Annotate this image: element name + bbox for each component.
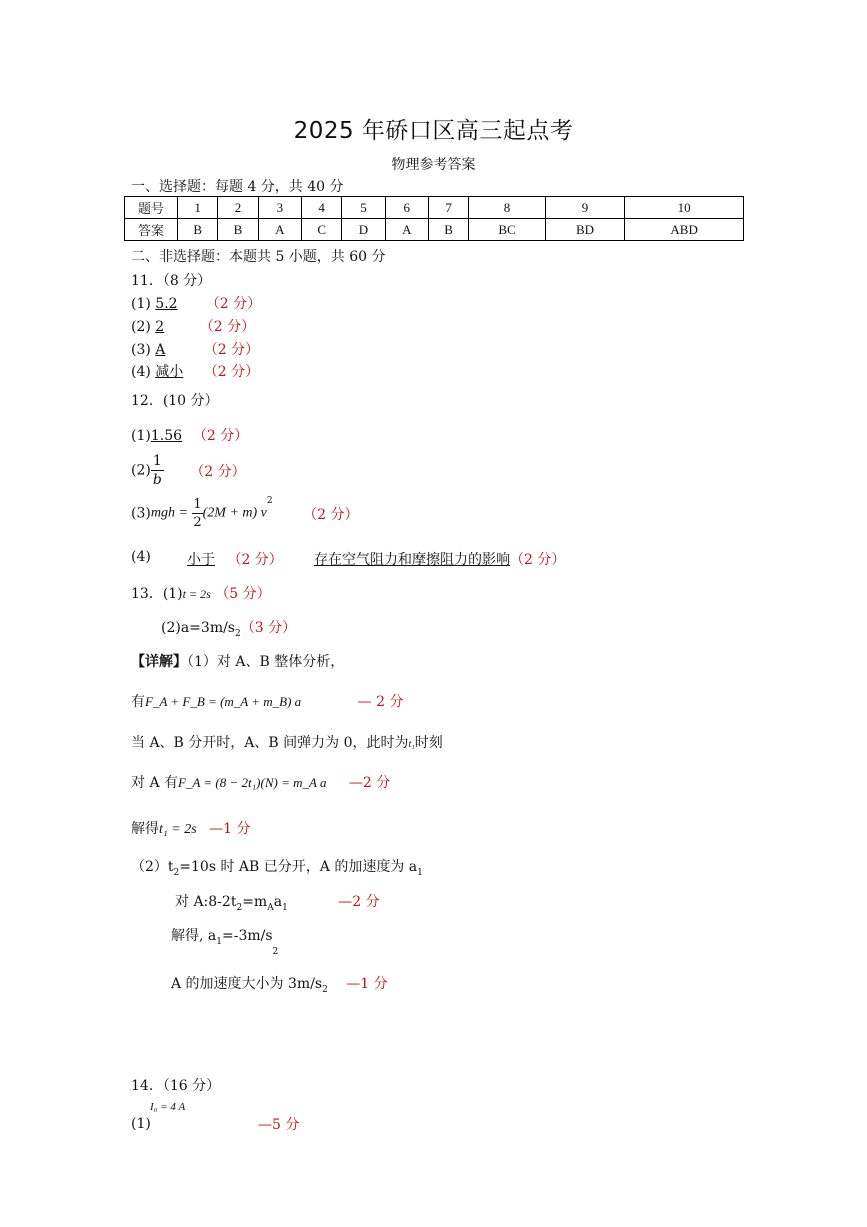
q13-part2-intro — [131, 856, 423, 878]
subscript: 2 — [236, 902, 243, 913]
text: a — [273, 894, 283, 910]
separation-text-end: 时刻 — [414, 735, 443, 751]
q13-eq2 — [131, 772, 390, 792]
score: — 2 分 — [357, 694, 404, 710]
table-cell: BD — [545, 219, 624, 241]
score: （2 分） — [227, 552, 283, 568]
detail-label: 【详解】 — [131, 654, 187, 670]
q13-separation — [131, 732, 443, 752]
formula-exponent: 2 — [266, 496, 273, 506]
fraction-denominator: 2 — [193, 515, 202, 530]
table-cell: 3 — [258, 197, 301, 219]
eq-prefix: 对 A 有 — [131, 775, 179, 791]
score: （5 分） — [215, 586, 271, 602]
answer-blank: 小于 — [187, 552, 215, 568]
page-title: 2025 年硚口区高三起点考 — [293, 118, 574, 144]
item-prefix: (1) — [131, 296, 151, 312]
formula: t = 2s — [182, 587, 211, 601]
q11-item-4 — [131, 361, 259, 381]
table-cell: 1 — [178, 197, 218, 219]
page-subtitle: 物理参考答案 — [391, 157, 476, 173]
score: （2 分） — [203, 364, 260, 380]
fraction-numerator: 1 — [151, 452, 164, 471]
formula: t₁ = 2s — [159, 822, 197, 837]
score: （2 分） — [205, 296, 262, 312]
table-cell: 5 — [342, 197, 385, 219]
item-prefix: (3) — [131, 342, 151, 358]
subscript: 2 — [235, 628, 241, 639]
table-cell: A — [258, 219, 301, 241]
q13-eq1 — [131, 691, 403, 711]
score: （2 分） — [192, 428, 249, 444]
separation-text: 当 A、B 分开时，A、B 间弹力为 0，此时为 — [131, 735, 409, 751]
table-cell: C — [301, 219, 341, 241]
text: 解得, a — [171, 928, 217, 944]
q12-part4-prefix: (4) — [131, 549, 151, 565]
q13-part2-eq — [175, 891, 380, 913]
subscript: 2 — [173, 867, 180, 878]
section1-heading: 一、选择题：每题 4 分，共 40 分 — [131, 179, 344, 195]
answer-text: (2)a=3m/s — [161, 620, 235, 636]
q13-line1 — [131, 583, 271, 603]
table-cell: 2 — [218, 197, 258, 219]
table-cell: ABD — [625, 219, 744, 241]
table-cell: 4 — [301, 197, 341, 219]
item-prefix: (3) — [131, 505, 151, 522]
row-label-answers: 答案 — [125, 219, 178, 241]
table-cell: 8 — [469, 197, 546, 219]
subscript: 2 — [322, 984, 328, 995]
answer-blank: 1.56 — [150, 428, 183, 444]
text: （2）t — [131, 859, 174, 875]
answer-blank: 存在空气阻力和摩擦阻力的影响 — [314, 552, 510, 568]
detail-text: （1）对 A、B 整体分析， — [187, 654, 345, 670]
answer-blank: 减小 — [155, 364, 184, 380]
item-prefix: (2) — [131, 319, 151, 335]
table-cell: D — [342, 219, 385, 241]
item-prefix: (2) — [131, 462, 151, 479]
fraction-half — [192, 496, 202, 531]
q13-part2-result — [171, 973, 388, 995]
subscript: 1 — [282, 902, 288, 913]
q14-header: 14．（16 分） — [131, 1078, 221, 1094]
score: （2 分） — [303, 506, 359, 523]
q11-item-2 — [131, 316, 255, 336]
score: （3 分） — [240, 620, 297, 636]
table-cell: BC — [469, 219, 546, 241]
q14-part1-prefix: (1) — [131, 1116, 151, 1132]
item-prefix: (4) — [131, 364, 151, 380]
table-cell: A — [385, 219, 428, 241]
q13-detail — [131, 651, 344, 671]
row-label-numbers: 题号 — [125, 197, 178, 219]
q13-line2 — [161, 617, 296, 639]
table-cell: B — [178, 219, 218, 241]
q14-formula: I₀ = 4 A — [150, 1101, 186, 1113]
score: （2 分） — [203, 342, 260, 358]
table-cell: 9 — [545, 197, 624, 219]
answer-blank: A — [155, 342, 166, 358]
text: =m — [242, 894, 268, 910]
table-cell: 6 — [385, 197, 428, 219]
score: （2 分） — [190, 463, 246, 480]
answer-blank: 2 — [155, 319, 165, 335]
table-cell: B — [428, 219, 468, 241]
fraction-denominator: b — [152, 472, 162, 488]
score: —2 分 — [348, 775, 391, 791]
eq-prefix: 有 — [131, 694, 145, 710]
q12-header: 12．(10 分） — [131, 393, 219, 409]
text: =10s 时 AB 已分开，A 的加速度为 a — [179, 859, 418, 875]
text: 对 A:8-2t — [175, 894, 237, 910]
formula: F_A = (8 − 2t₁)(N) = m_A a — [178, 775, 327, 790]
score: —1 分 — [209, 821, 251, 837]
answer-blank: 5.2 — [155, 296, 178, 312]
formula-lhs: mgh = — [150, 505, 188, 521]
q12-part1 — [131, 425, 248, 445]
score: —1 分 — [346, 976, 388, 992]
section2-heading: 二、非选择题：本题共 5 小题，共 60 分 — [131, 249, 386, 265]
q12-part3 — [131, 496, 358, 531]
q13-eq3 — [131, 818, 250, 838]
subscript: 2 — [272, 946, 279, 957]
table-row-numbers — [125, 197, 744, 219]
q14-part1-score: —5 分 — [258, 1117, 300, 1133]
table-cell: 10 — [625, 197, 744, 219]
q13-part2-solve — [171, 925, 279, 957]
score: —2 分 — [338, 894, 380, 910]
answer-table — [124, 196, 744, 241]
q12-part4-answer2 — [314, 549, 565, 569]
time-variable: t₁ — [408, 739, 415, 750]
table-row-answers — [125, 219, 744, 241]
formula-rhs: (2M + m) v — [202, 505, 267, 521]
score: （2 分） — [199, 319, 256, 335]
q11-item-1 — [131, 293, 261, 313]
fraction-1-over-b — [151, 452, 164, 489]
subscript: 1 — [417, 867, 423, 878]
q11-item-3 — [131, 339, 259, 359]
table-cell: B — [218, 219, 258, 241]
text: =-3m/s — [221, 928, 273, 944]
subscript: A — [267, 902, 274, 913]
item-prefix: (1) — [131, 428, 151, 444]
item-prefix: 13．(1) — [131, 586, 183, 602]
eq-prefix: 解得 — [131, 821, 159, 837]
fraction-numerator: 1 — [193, 497, 202, 512]
subscript: 1 — [216, 936, 222, 947]
table-cell: 7 — [428, 197, 468, 219]
formula: F_A + F_B = (m_A + m_B) a — [145, 694, 302, 709]
q11-header: 11．（8 分） — [131, 273, 212, 289]
q12-part2 — [131, 452, 246, 489]
score: （2 分） — [510, 552, 566, 568]
q12-part4-answer1 — [187, 549, 283, 569]
text: A 的加速度大小为 3m/s — [171, 976, 323, 992]
